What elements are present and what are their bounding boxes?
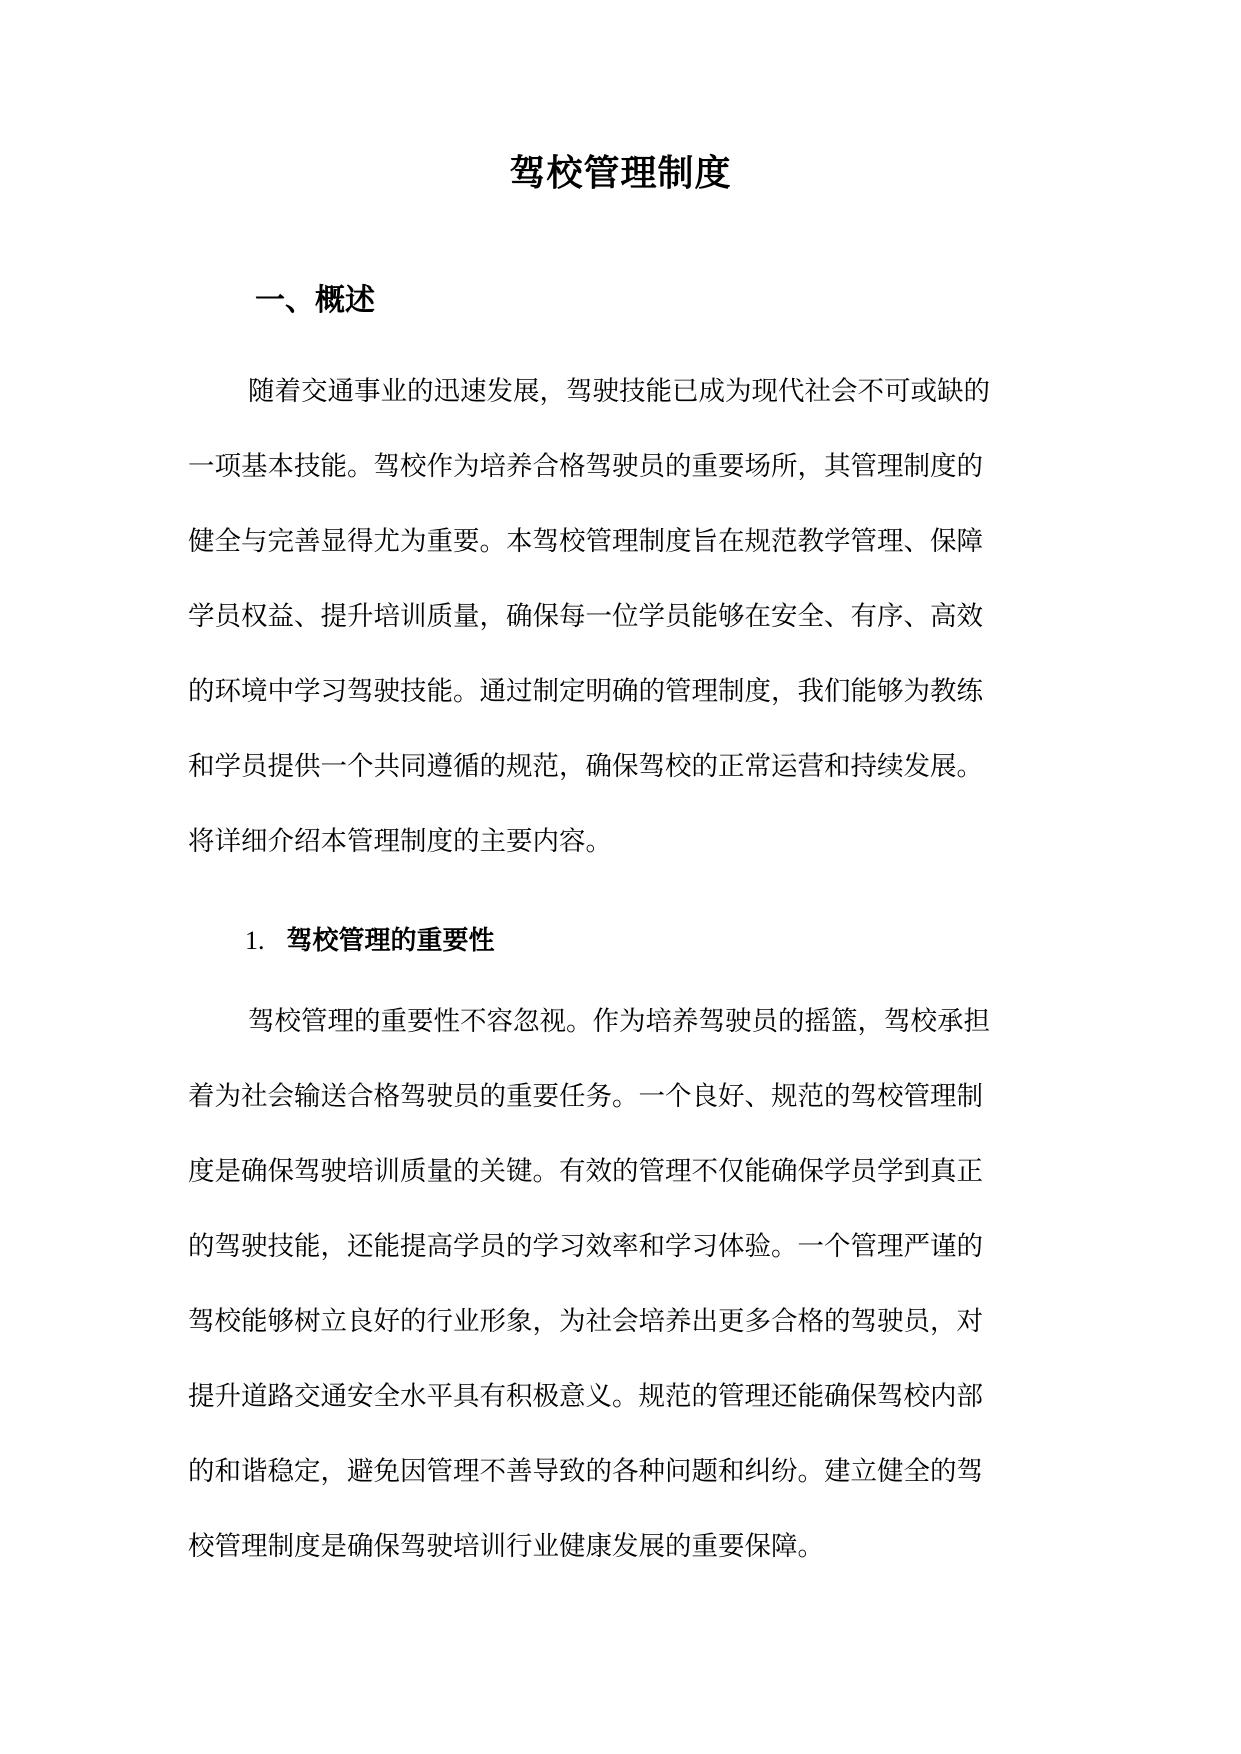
paragraph-line: 的环境中学习驾驶技能。通过制定明确的管理制度，我们能够为教练 <box>188 676 983 707</box>
paragraph-line: 随着交通事业的迅速发展，驾驶技能已成为现代社会不可或缺的 <box>248 376 990 407</box>
paragraph-line: 的驾驶技能，还能提高学员的学习效率和学习体验。一个管理严谨的 <box>188 1231 983 1262</box>
paragraph-line: 驾校能够树立良好的行业形象，为社会培养出更多合格的驾驶员，对 <box>188 1306 983 1337</box>
subsection-title: 驾校管理的重要性 <box>286 926 495 956</box>
subsection-heading-importance <box>245 922 495 960</box>
overview-paragraph <box>188 354 1058 879</box>
paragraph-line: 一项基本技能。驾校作为培养合格驾驶员的重要场所，其管理制度的 <box>188 451 983 482</box>
document-title: 驾校管理制度 <box>509 153 732 194</box>
paragraph-line: 将详细介绍本管理制度的主要内容。 <box>188 826 612 857</box>
section-heading-overview: 一、概述 <box>255 283 375 318</box>
paragraph-line: 驾校管理的重要性不容忽视。作为培养驾驶员的摇篮，驾校承担 <box>248 1006 990 1037</box>
paragraph-line: 度是确保驾驶培训质量的关键。有效的管理不仅能确保学员学到真正 <box>188 1156 983 1187</box>
subsection-number: 1. <box>245 926 265 955</box>
paragraph-line: 着为社会输送合格驾驶员的重要任务。一个良好、规范的驾校管理制 <box>188 1081 983 1112</box>
paragraph-line: 提升道路交通安全水平具有积极意义。规范的管理还能确保驾校内部 <box>188 1381 983 1412</box>
paragraph-line: 校管理制度是确保驾驶培训行业健康发展的重要保障。 <box>188 1531 824 1562</box>
paragraph-line: 的和谐稳定，避免因管理不善导致的各种问题和纠纷。建立健全的驾 <box>188 1456 983 1487</box>
paragraph-line: 学员权益、提升培训质量，确保每一位学员能够在安全、有序、高效 <box>188 601 983 632</box>
importance-paragraph <box>188 984 1058 1584</box>
paragraph-line: 健全与完善显得尤为重要。本驾校管理制度旨在规范教学管理、保障 <box>188 526 983 557</box>
paragraph-line: 和学员提供一个共同遵循的规范，确保驾校的正常运营和持续发展。 <box>188 751 983 782</box>
